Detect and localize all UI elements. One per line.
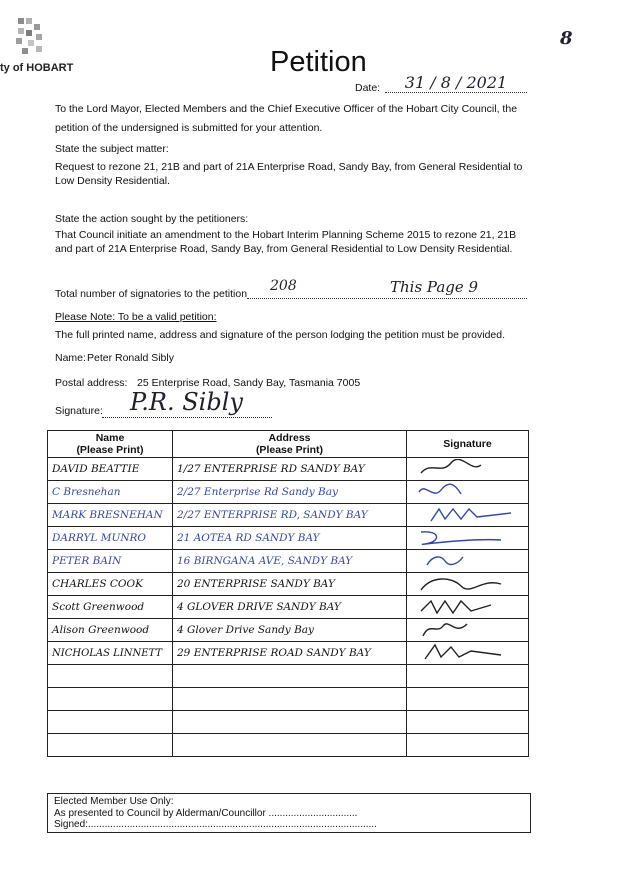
- table-row: [48, 619, 529, 642]
- row-address: [173, 711, 407, 734]
- row-address: 1/27 ENTERPRISE RD SANDY BAY: [173, 458, 407, 481]
- row-name: [48, 665, 173, 688]
- table-row: [48, 573, 529, 596]
- postal-value: 25 Enterprise Road, Sandy Bay, Tasmania 7005: [137, 377, 361, 389]
- total-label: Total number of signatories to the petition: [55, 288, 248, 300]
- header-signature: Signature: [407, 431, 529, 458]
- row-signature: [407, 688, 529, 711]
- note-text: The full printed name, address and signature of the person lodging the petition must be provided.: [55, 329, 506, 341]
- row-signature: [407, 711, 529, 734]
- signature-label: Signature:: [55, 405, 103, 417]
- signature-scribble-icon: [411, 505, 521, 523]
- row-signature: [407, 619, 529, 642]
- table-row: [48, 665, 529, 688]
- row-address: [173, 665, 407, 688]
- table-row: [48, 642, 529, 665]
- elected-member-box: [47, 793, 531, 833]
- row-signature: [407, 665, 529, 688]
- council-logo: [14, 16, 54, 58]
- table-row: [48, 504, 529, 527]
- row-name: [48, 688, 173, 711]
- signatures-table: [47, 430, 529, 757]
- row-address: 2/27 ENTERPRISE RD, SANDY BAY: [173, 504, 407, 527]
- table-row: [48, 734, 529, 757]
- row-signature: [407, 573, 529, 596]
- action-label: State the action sought by the petitioners:: [55, 213, 249, 225]
- signature-scribble-icon: [411, 597, 521, 615]
- row-name: [48, 734, 173, 757]
- table-row: [48, 550, 529, 573]
- council-crest-icon: [14, 16, 54, 58]
- row-address: 4 GLOVER DRIVE SANDY BAY: [173, 596, 407, 619]
- total-page-note: This Page 9: [390, 278, 479, 296]
- row-name: PETER BAIN: [48, 550, 173, 573]
- row-signature: [407, 458, 529, 481]
- signature-scribble-icon: [411, 620, 521, 638]
- note-label: Please Note: To be a valid petition:: [55, 311, 217, 323]
- row-name: C Bresnehan: [48, 481, 173, 504]
- subject-text: Request to rezone 21, 21B and part of 21A Enterprise Road, Sandy Bay, from General Residential to Low Density Residential.: [55, 161, 523, 187]
- header-address: Address (Please Print): [173, 431, 407, 458]
- row-name: Scott Greenwood: [48, 596, 173, 619]
- row-signature: [407, 481, 529, 504]
- header-name: Name (Please Print): [48, 431, 173, 458]
- elected-line-1: Elected Member Use Only:: [54, 796, 174, 807]
- row-address: [173, 688, 407, 711]
- page-title: Petition: [270, 46, 367, 78]
- page-number: 8: [560, 28, 573, 49]
- date-value: 31 / 8 / 2021: [385, 73, 527, 93]
- table-row: [48, 458, 529, 481]
- date-label: Date:: [355, 82, 381, 94]
- row-name: CHARLES COOK: [48, 573, 173, 596]
- row-address: 29 ENTERPRISE ROAD SANDY BAY: [173, 642, 407, 665]
- intro-text: To the Lord Mayor, Elected Members and the Chief Executive Officer of the Hobart City Council, the petition of the undersigned is submitted for your attention.: [55, 103, 518, 134]
- row-signature: [407, 642, 529, 665]
- elected-line-2: As presented to Council by Alderman/Councillor ................................: [54, 807, 358, 819]
- council-logo-text: ty of HOBART: [0, 62, 74, 74]
- row-name: DAVID BEATTIE: [48, 458, 173, 481]
- row-address: 4 Glover Drive Sandy Bay: [173, 619, 407, 642]
- signature-scribble-icon: [411, 551, 521, 569]
- signature-value: P.R. Sibly: [130, 388, 243, 416]
- table-row: [48, 711, 529, 734]
- lodger-name-value: Peter Ronald Sibly: [87, 352, 174, 364]
- row-address: 21 AOTEA RD SANDY BAY: [173, 527, 407, 550]
- row-address: [173, 734, 407, 757]
- subject-label: State the subject matter:: [55, 143, 169, 155]
- table-header-row: [48, 431, 529, 458]
- row-signature: [407, 527, 529, 550]
- row-signature: [407, 504, 529, 527]
- table-row: [48, 481, 529, 504]
- row-name: Alison Greenwood: [48, 619, 173, 642]
- signature-scribble-icon: [411, 482, 521, 500]
- row-address: 16 BIRNGANA AVE, SANDY BAY: [173, 550, 407, 573]
- row-address: 2/27 Enterprise Rd Sandy Bay: [173, 481, 407, 504]
- row-name: [48, 711, 173, 734]
- row-name: NICHOLAS LINNETT: [48, 642, 173, 665]
- postal-label: Postal address:: [55, 377, 128, 389]
- signature-scribble-icon: [411, 643, 521, 661]
- table-row: [48, 688, 529, 711]
- row-signature: [407, 596, 529, 619]
- signature-scribble-icon: [411, 528, 521, 546]
- row-name: DARRYL MUNRO: [48, 527, 173, 550]
- table-row: [48, 596, 529, 619]
- elected-line-3: Signed:........................................................................................................: [54, 819, 377, 830]
- total-value: 208: [270, 278, 297, 294]
- row-name: MARK BRESNEHAN: [48, 504, 173, 527]
- action-text: That Council initiate an amendment to the Hobart Interim Planning Scheme 2015 to rezone 21, 21B and part of 21A Enterprise Road, Sandy Bay, from General Residential to Low Density Residential.: [55, 229, 517, 255]
- lodger-name-label: Name:: [55, 352, 86, 364]
- row-address: 20 ENTERPRISE SANDY BAY: [173, 573, 407, 596]
- table-row: [48, 527, 529, 550]
- row-signature: [407, 550, 529, 573]
- signature-scribble-icon: [411, 574, 521, 592]
- row-signature: [407, 734, 529, 757]
- signature-scribble-icon: [411, 459, 521, 477]
